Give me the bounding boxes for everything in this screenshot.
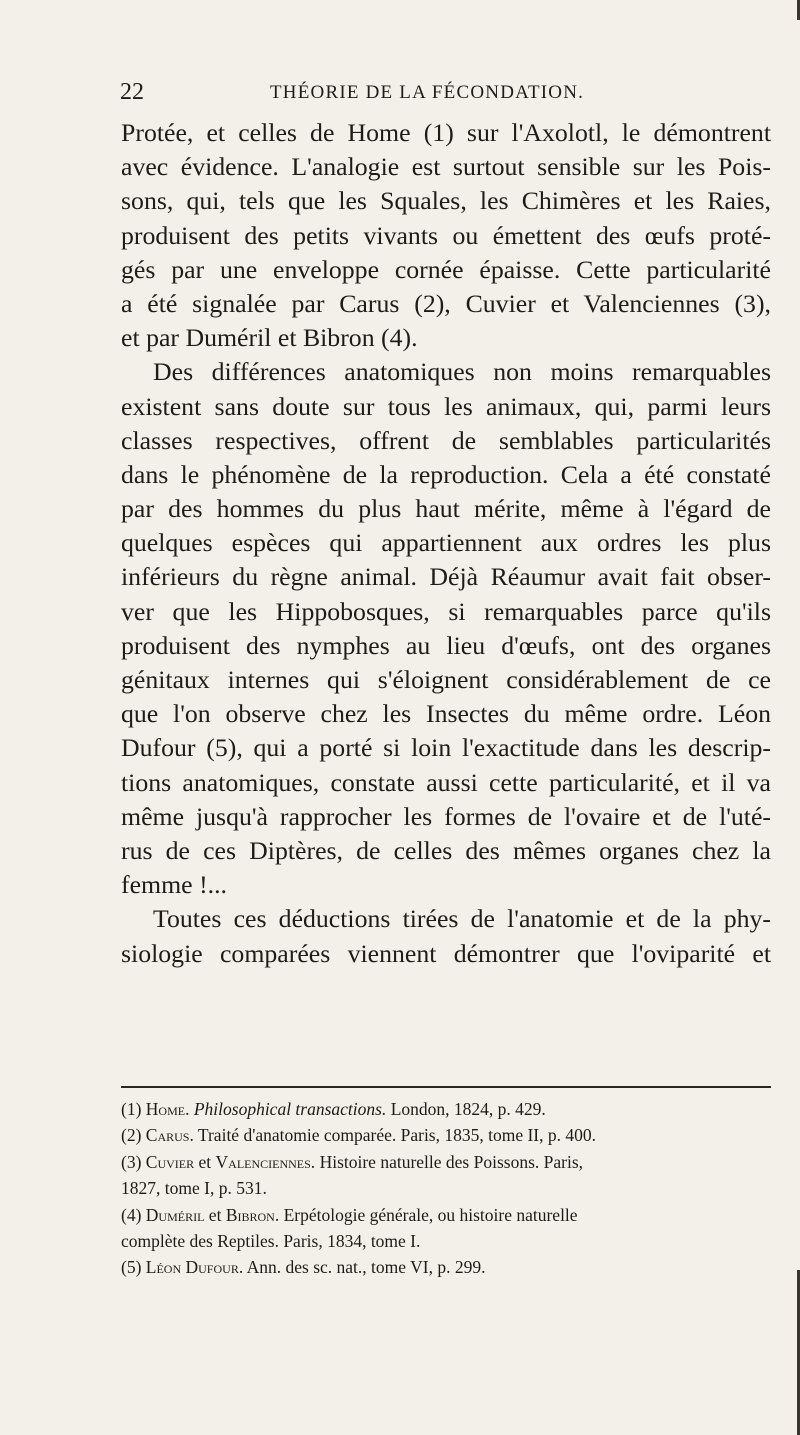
- footnotes: [121, 1096, 771, 1281]
- text-line: sons, qui, tels que les Squales, les Chimères et les Raies,: [121, 186, 771, 216]
- footnote-rule: [121, 1086, 771, 1088]
- running-title: THÉORIE DE LA FÉCONDATION.: [270, 82, 585, 103]
- text-line: Des différences anatomiques non moins remarquables: [153, 357, 771, 387]
- text-line: siologie comparées viennent démontrer que l'oviparité et: [121, 938, 771, 968]
- footnote-author: Léon Dufour.: [145, 1257, 244, 1278]
- text-line: inférieurs du règne animal. Déjà Réaumur avait fait obser-: [121, 562, 771, 592]
- footnote-author: Home.: [145, 1099, 190, 1119]
- text-line: avec évidence. L'analogie est surtout sensible sur les Pois-: [121, 152, 771, 182]
- footnote-2: (2) Carus. Traité d'anatomie comparée. Paris, 1835, tome II, p. 400.: [121, 1125, 597, 1146]
- text-line: quelques espèces qui appartiennent aux ordres les plus: [121, 528, 771, 558]
- footnote-title: Philosophical transactions.: [193, 1099, 387, 1119]
- text-line: tions anatomiques, constate aussi cette particularité, et il va: [121, 767, 771, 797]
- footnote-author: Duméril: [145, 1204, 205, 1225]
- footnote-author: Carus.: [145, 1125, 194, 1146]
- text-line: existent sans doute sur tous les animaux, qui, parmi leurs: [121, 391, 771, 421]
- text-line: a été signalée par Carus (2), Cuvier et Valenciennes (3),: [121, 288, 771, 318]
- text-line: produisent des petits vivants ou émettent des œufs proté-: [121, 220, 771, 250]
- footnote-4: (4) Duméril et Bibron. Erpétologie générale, ou histoire naturelle: [121, 1204, 578, 1225]
- text-line: même jusqu'à rapprocher les formes de l'ovaire et de l'uté-: [121, 801, 771, 831]
- text-line: dans le phénomène de la reproduction. Cela a été constaté: [121, 459, 771, 489]
- text-line: produisent des nymphes au lieu d'œufs, ont des organes: [121, 630, 771, 660]
- text-line: génitaux internes qui s'éloignent considérablement de ce: [121, 665, 771, 694]
- text-line: Protée, et celles de Home (1) sur l'Axolotl, le démontrent: [121, 118, 771, 147]
- body-text: [121, 116, 771, 971]
- footnote-1: (1) Home. Philosophical transactions. London, 1824, p. 429.: [121, 1099, 546, 1119]
- text-line: ver que les Hippobosques, si remarquables parce qu'ils: [121, 596, 771, 626]
- text-line: femme !...: [121, 870, 228, 900]
- page-number: 22: [120, 79, 144, 105]
- running-head: [120, 79, 770, 109]
- text-line: Dufour (5), qui a porté si loin l'exactitude dans les descrip-: [121, 733, 771, 763]
- footnote-author: Cuvier: [145, 1151, 195, 1172]
- footnote-5: (5) Léon Dufour. Ann. des sc. nat., tome VI, p. 299.: [121, 1257, 486, 1278]
- text-line: par des hommes du plus haut mérite, même à l'égard de: [121, 494, 771, 524]
- text-line: que l'on observe chez les Insectes du même ordre. Léon: [121, 699, 771, 729]
- text-line: et par Duméril et Bibron (4).: [121, 323, 418, 353]
- footnote-4-cont: complète des Reptiles. Paris, 1834, tome I.: [121, 1231, 421, 1252]
- footnote-3-cont: 1827, tome I, p. 531.: [121, 1178, 267, 1199]
- footnote-author: Valenciennes.: [215, 1151, 316, 1172]
- footnote-author: Bibron.: [225, 1204, 280, 1225]
- text-line: Toutes ces déductions tirées de l'anatomie et de la phy-: [153, 904, 771, 934]
- text-line: rus de ces Diptères, de celles des mêmes organes chez la: [121, 835, 771, 865]
- text-line: classes respectives, offrent de semblables particularités: [121, 425, 771, 455]
- footnote-3: (3) Cuvier et Valenciennes. Histoire naturelle des Poissons. Paris,: [121, 1151, 584, 1172]
- text-line: gés par une enveloppe cornée épaisse. Cette particularité: [121, 254, 771, 284]
